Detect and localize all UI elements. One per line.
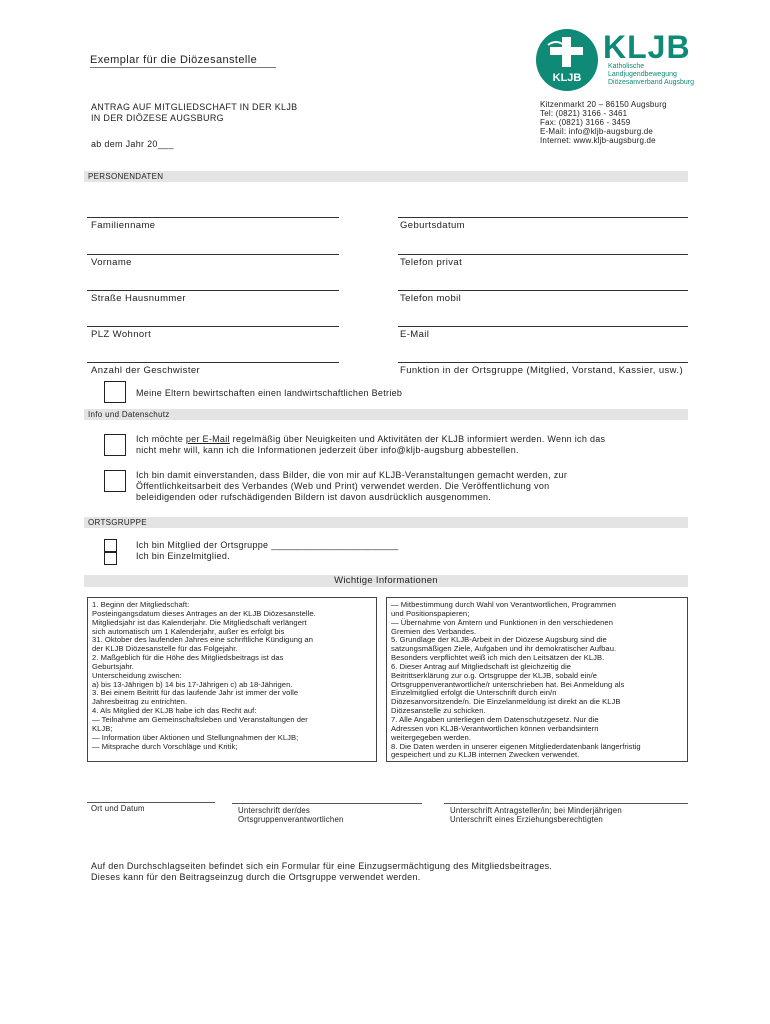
logo-sub2: Landjugendbewegung xyxy=(608,71,677,78)
strasse-label: Straße Hausnummer xyxy=(91,293,186,304)
telefon-privat-line[interactable] xyxy=(398,254,688,255)
logo-cross-label: KLJB xyxy=(552,72,582,84)
form-title-line1: ANTRAG AUF MITGLIEDSCHAFT IN DER KLJB xyxy=(91,102,298,112)
telefon-mobil-label: Telefon mobil xyxy=(400,293,462,304)
funktion-line[interactable] xyxy=(398,362,688,363)
contact-fax: Fax: (0821) 3166 - 3459 xyxy=(540,118,631,127)
logo-sub1: Katholische xyxy=(608,63,645,70)
member-group-label: Ich bin Mitglied der Ortsgruppe ________________________ xyxy=(136,540,399,550)
newsletter-line2: nicht mehr will, kann ich die Informationen jederzeit über info@kljb-augsburg abbestellen. xyxy=(136,445,519,455)
exemplar-underline xyxy=(90,67,276,68)
section-personal-label: PERSONENDATEN xyxy=(88,172,164,181)
section-personal xyxy=(84,171,688,182)
geschwister-label: Anzahl der Geschwister xyxy=(91,365,201,376)
geschwister-line[interactable] xyxy=(87,362,339,363)
info-text-right: — Mitbestimmung durch Wahl von Verantwortlichen, Programmen und Positionspapieren; — Übernahme von Ämtern und Funktionen in den verschiedenen Gremien des Verbandes. 5. Grundlage der KLJB-Arbeit in der Diözese Augsburg sind die satzungsmäßigen Ziele, Aufgaben und ihr demokratischer Aufbau. Besonders verpflichtet weiß ich mich den Leitsätzen der KLJB. 6. Dieser Antrag auf Mitgliedschaft ist gleichzeitig die Beitrittserklärung zur o.g. Ortsgruppe der KLJB, sobald ein/e Ortsgruppenverantwortliche/r unterschrieben hat. Bei Anmeldung als Einzelmitglied erfolgt die Unterschrift durch ein/n Diözesanvorsitzende/n. Die Einzelanmeldung ist direkt an die KLJB Diözesanstelle zu schicken. 7. Alle Angaben unterliegen dem Datenschutzgesetz. Nur die Adressen von KLJB-Verantwortlichen können verbandsintern weitergegeben werden. 8. Die Daten werden in unserer eigenen Mitgliederdatenbank längerfristig gespeichert und zu KLJB internen Zwecken verwendet. xyxy=(391,600,641,760)
contact-web: Internet: www.kljb-augsburg.de xyxy=(540,136,656,145)
newsletter-line1 xyxy=(136,434,605,444)
section-info-label: Info und Datenschutz xyxy=(88,410,170,419)
photo-line2: Öffentlichkeitsarbeit des Verbandes (Web und Print) verwendet werden. Die Veröffentlichung von xyxy=(136,481,550,491)
footer-line2: Dieses kann für den Beitragseinzug durch die Ortsgruppe verwendet werden. xyxy=(91,872,421,882)
form-title-line2: IN DER DIÖZESE AUGSBURG xyxy=(91,113,224,123)
year-field: ab dem Jahr 20___ xyxy=(91,139,174,149)
contact-tel: Tel: (0821) 3166 - 3461 xyxy=(540,109,628,118)
logo-brand: KLJB xyxy=(603,29,691,65)
antragsteller-signature-label: Unterschrift Antragsteller/in; bei Minderjährigen Unterschrift eines Erziehungsberechtigten xyxy=(450,806,622,824)
photo-line3: beleidigenden oder rufschädigenden Bildern ist davon ausdrücklich ausgenommen. xyxy=(136,492,492,502)
plz-line[interactable] xyxy=(87,326,339,327)
member-single-checkbox[interactable] xyxy=(104,552,117,565)
contact-address: Kitzenmarkt 20 – 86150 Augsburg xyxy=(540,100,667,109)
newsletter-rest: regelmäßig über Neuigkeiten und Aktivitäten der KLJB informiert werden. Wenn ich das xyxy=(229,434,606,444)
email-line[interactable] xyxy=(398,326,688,327)
farm-checkbox[interactable] xyxy=(104,381,126,403)
contact-email: E-Mail: info@kljb-augsburg.de xyxy=(540,127,654,136)
footer-line1: Auf den Durchschlagseiten befindet sich ein Formular für eine Einzugsermächtigung des Mitgliedsbeitrages. xyxy=(91,861,553,871)
section-info xyxy=(84,409,688,420)
familienname-label: Familienname xyxy=(91,220,156,231)
vorname-line[interactable] xyxy=(87,254,339,255)
info-box-right xyxy=(386,597,688,762)
antragsteller-signature-line[interactable] xyxy=(444,803,688,804)
newsletter-email-link: per E-Mail xyxy=(185,434,230,444)
section-group-label: ORTSGRUPPE xyxy=(88,518,147,527)
info-box-left xyxy=(87,597,377,762)
photo-line1: Ich bin damit einverstanden, dass Bilder, die von mir auf KLJB-Veranstaltungen gemacht werden, zur xyxy=(136,470,568,480)
newsletter-checkbox[interactable] xyxy=(104,434,126,456)
photo-consent-checkbox[interactable] xyxy=(104,470,126,492)
geburtsdatum-line[interactable] xyxy=(398,217,688,218)
familienname-line[interactable] xyxy=(87,217,339,218)
logo-sub3: Diözesanverband Augsburg xyxy=(608,79,695,86)
ort-datum-line[interactable] xyxy=(87,802,215,803)
email-label: E-Mail xyxy=(400,329,430,340)
member-single-label: Ich bin Einzelmitglied. xyxy=(136,551,230,561)
strasse-line[interactable] xyxy=(87,290,339,291)
kljb-cross-icon xyxy=(534,29,600,91)
section-important-label: Wichtige Informationen xyxy=(334,575,438,586)
vorname-label: Vorname xyxy=(91,257,132,268)
farm-label: Meine Eltern bewirtschaften einen landwirtschaftlichen Betrieb xyxy=(136,388,403,398)
plz-label: PLZ Wohnort xyxy=(91,329,152,340)
newsletter-pre: Ich möchte xyxy=(136,434,186,444)
exemplar-label: Exemplar für die Diözesanstelle xyxy=(90,54,258,66)
ortsgruppe-signature-line[interactable] xyxy=(232,803,422,804)
funktion-label: Funktion in der Ortsgruppe (Mitglied, Vorstand, Kassier, usw.) xyxy=(400,365,684,376)
ort-datum-label: Ort und Datum xyxy=(91,804,145,813)
kljb-logo xyxy=(534,29,694,91)
info-text-left: 1. Beginn der Mitgliedschaft: Posteingangsdatum dieses Antrages an der KLJB Diözesanstelle. Mitgliedsjahr ist das Kalenderjahr. Die Mitgliedschaft verlängert sich automatisch um 1 Kalenderjahr, außer es erfolgt bis 31. Oktober des laufenden Jahres eine schriftliche Kündigung an der KLJB Diözesanstelle für das Folgejahr. 2. Maßgeblich für die Höhe des Mitgliedsbeitrags ist das Geburtsjahr. Unterscheidung zwischen: a) bis 13-Jährigen b) 14 bis 17-Jährigen c) ab 18-Jährigen. 3. Bei einem Beitritt für das laufende Jahr ist immer der volle Jahresbeitrag zu entrichten. 4. Als Mitglied der KLJB habe ich das Recht auf: — Teilnahme am Gemeinschaftsleben und Veranstaltungen der KLJB; — Information über Aktionen und Stellungnahmen der KLJB; — Mitsprache durch Vorschläge und Kritik; xyxy=(92,600,316,751)
telefon-privat-label: Telefon privat xyxy=(400,257,463,268)
section-group xyxy=(84,517,688,528)
geburtsdatum-label: Geburtsdatum xyxy=(400,220,465,231)
member-group-checkbox[interactable] xyxy=(104,539,117,552)
telefon-mobil-line[interactable] xyxy=(398,290,688,291)
ortsgruppe-signature-label: Unterschrift der/des Ortsgruppenverantwortlichen xyxy=(238,806,344,824)
